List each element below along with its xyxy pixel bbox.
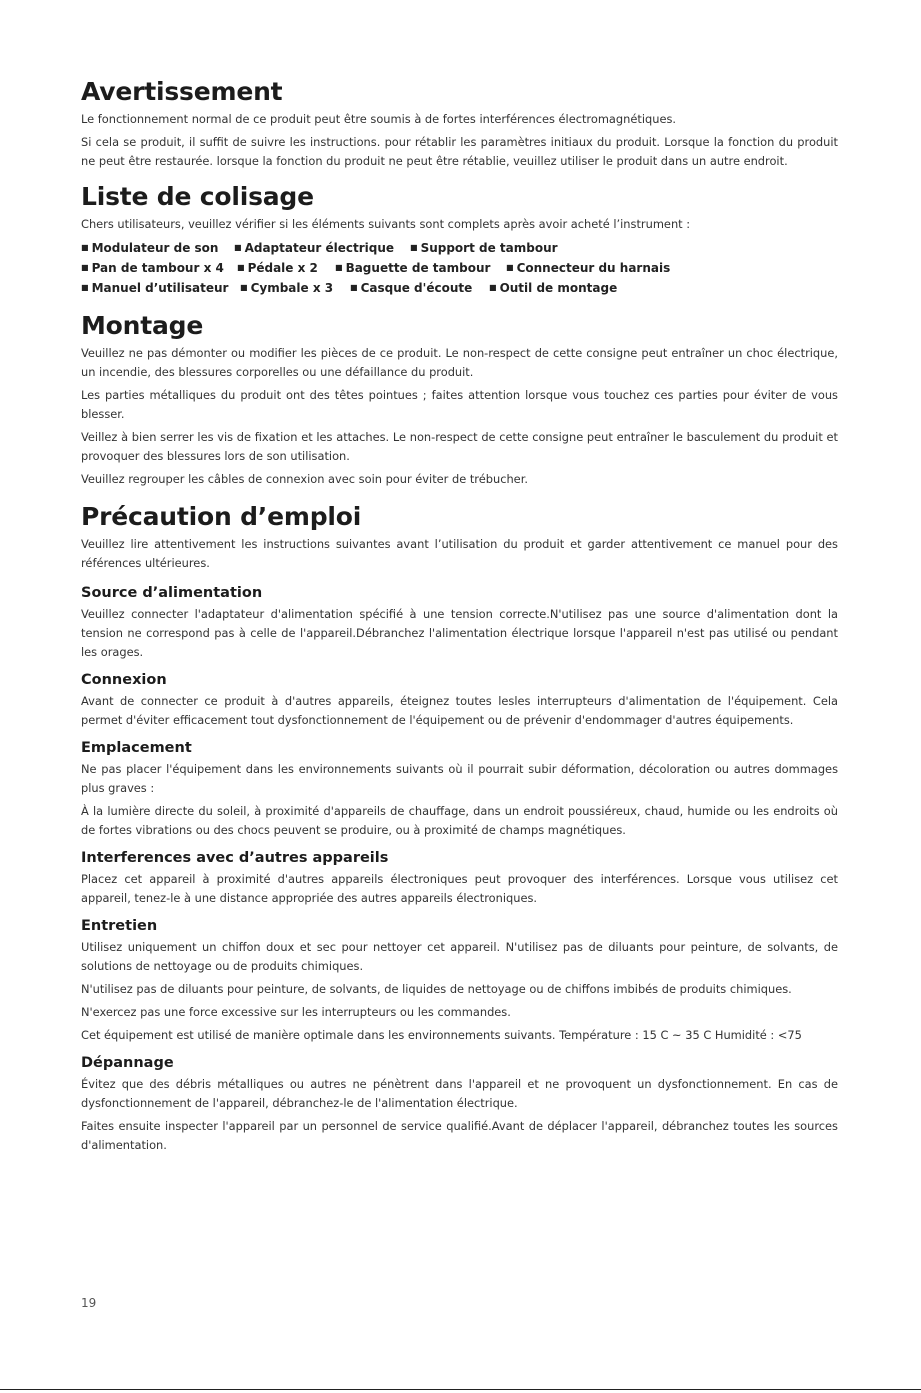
bullet-icon: ■ (350, 283, 358, 292)
subsection-connexion (81, 670, 838, 730)
section-avertissement (81, 76, 838, 171)
list-item: ■ Modulateur de son (81, 241, 219, 255)
paragraph: Placez cet appareil à proximité d'autres appareils électroniques peut provoquer des interférences. Lorsque vous utilisez cet appareil, tenez-le à une distance appropriée des autres appareils électroniques. (81, 872, 838, 905)
bullet-icon: ■ (81, 263, 89, 272)
subsection-title: Connexion (81, 672, 167, 688)
bullet-icon: ■ (489, 283, 497, 292)
paragraph: N'utilisez pas de diluants pour peinture, de solvants, de liquides de nettoyage ou de chiffons imbibés de produits chimiques. (81, 982, 792, 996)
subsection-depannage (81, 1053, 838, 1155)
section-title: Avertissement (81, 77, 283, 106)
subsection-interferences (81, 848, 838, 908)
bullet-icon: ■ (506, 263, 514, 272)
subsection-title: Source d’alimentation (81, 585, 263, 601)
section-title: Montage (81, 311, 204, 340)
page-bottom-rule (0, 1389, 921, 1390)
paragraph: Ne pas placer l'équipement dans les environnements suivants où il pourrait subir déformation, décoloration ou autres dommages plus graves : (81, 762, 838, 795)
list-item: ■ Adaptateur électrique (234, 241, 395, 255)
paragraph: Si cela se produit, il suffit de suivre les instructions. pour rétablir les paramètres initiaux du produit. Lorsque la fonction du produit ne peut être restaurée. lorsque la fonction du produit ne peut être rétablie, veuillez utiliser le produit dans un autre endroit. (81, 135, 838, 168)
section-montage (81, 310, 838, 489)
packing-row (81, 238, 838, 258)
subsection-entretien (81, 916, 838, 1045)
paragraph: Avant de connecter ce produit à d'autres appareils, éteignez toutes lesles interrupteurs d'alimentation de l'équipement. Cela permet d'éviter efficacement tout dysfonctionnement de l'équipement ou de prévenir d'endommager d'autres équipements. (81, 694, 838, 727)
paragraph: Cet équipement est utilisé de manière optimale dans les environnements suivants. Température : 15 C ~ 35 C Humidité : <75 (81, 1028, 802, 1042)
subsection-title: Interferences avec d’autres appareils (81, 850, 389, 866)
list-item: ■ Manuel d’utilisateur (81, 281, 229, 295)
packing-items (81, 238, 838, 298)
paragraph: Les parties métalliques du produit ont des têtes pointues ; faites attention lorsque vous touchez ces parties pour éviter de vous blesser. (81, 388, 838, 421)
section-title: Liste de colisage (81, 182, 314, 211)
document-page (81, 76, 838, 1159)
bullet-icon: ■ (81, 243, 89, 252)
paragraph: Utilisez uniquement un chiffon doux et sec pour nettoyer cet appareil. N'utilisez pas de diluants pour peinture, de solvants, de solutions de nettoyage ou de produits chimiques. (81, 940, 838, 973)
list-item: ■ Outil de montage (489, 281, 618, 295)
list-item: ■ Support de tambour (410, 241, 558, 255)
subsection-title: Dépannage (81, 1055, 174, 1071)
page-number: 19 (81, 1296, 97, 1310)
packing-row (81, 278, 838, 298)
paragraph: Veuillez ne pas démonter ou modifier les pièces de ce produit. Le non-respect de cette consigne peut entraîner un choc électrique, un incendie, des blessures corporelles ou une défaillance du produit. (81, 346, 838, 379)
paragraph: Chers utilisateurs, veuillez vérifier si les éléments suivants sont complets après avoir acheté l’instrument : (81, 217, 691, 231)
paragraph: Veuillez connecter l'adaptateur d'alimentation spécifié à une tension correcte.N'utilisez pas une source d'alimentation dont la tension ne correspond pas à celle de l'appareil.Débranchez l'alimentation électrique lorsque l'appareil n'est pas utilisé ou pendant les orages. (81, 607, 838, 659)
subsection-title: Emplacement (81, 740, 192, 756)
subsection-title: Entretien (81, 918, 158, 934)
paragraph: Veuillez lire attentivement les instructions suivantes avant l’utilisation du produit et garder attentivement ce manuel pour des références ultérieures. (81, 537, 838, 570)
bullet-icon: ■ (237, 263, 245, 272)
bullet-icon: ■ (410, 243, 418, 252)
bullet-icon: ■ (335, 263, 343, 272)
list-item: ■ Connecteur du harnais (506, 261, 671, 275)
subsection-emplacement (81, 738, 838, 840)
section-precaution (81, 501, 838, 1155)
paragraph: Faites ensuite inspecter l'appareil par un personnel de service qualifié.Avant de déplacer l'appareil, débranchez toutes les sources d'alimentation. (81, 1119, 838, 1152)
paragraph: Évitez que des débris métalliques ou autres ne pénètrent dans l'appareil et ne provoquent un dysfonctionnement. En cas de dysfonctionnement de l'appareil, débranchez-le de l'alimentation électrique. (81, 1077, 838, 1110)
paragraph: Veuillez regrouper les câbles de connexion avec soin pour éviter de trébucher. (81, 472, 528, 486)
paragraph: À la lumière directe du soleil, à proximité d'appareils de chauffage, dans un endroit poussiéreux, chaud, humide ou les endroits où de fortes vibrations ou des chocs peuvent se produire, ou à proximité de champs magnétiques. (81, 804, 838, 837)
paragraph: N'exercez pas une force excessive sur les interrupteurs ou les commandes. (81, 1005, 511, 1019)
list-item: ■ Pédale x 2 (237, 261, 318, 275)
list-item: ■ Pan de tambour x 4 (81, 261, 224, 275)
list-item: ■ Casque d'écoute (350, 281, 473, 295)
bullet-icon: ■ (240, 283, 248, 292)
paragraph: Veillez à bien serrer les vis de fixation et les attaches. Le non-respect de cette consigne peut entraîner le basculement du produit et provoquer des blessures lors de son utilisation. (81, 430, 838, 463)
packing-row (81, 258, 838, 278)
bullet-icon: ■ (81, 283, 89, 292)
paragraph: Le fonctionnement normal de ce produit peut être soumis à de fortes interférences électromagnétiques. (81, 112, 677, 126)
list-item: ■ Baguette de tambour (335, 261, 491, 275)
section-title: Précaution d’emploi (81, 502, 362, 531)
list-item: ■ Cymbale x 3 (240, 281, 334, 295)
subsection-alimentation (81, 583, 838, 662)
section-packing-list (81, 181, 838, 298)
bullet-icon: ■ (234, 243, 242, 252)
